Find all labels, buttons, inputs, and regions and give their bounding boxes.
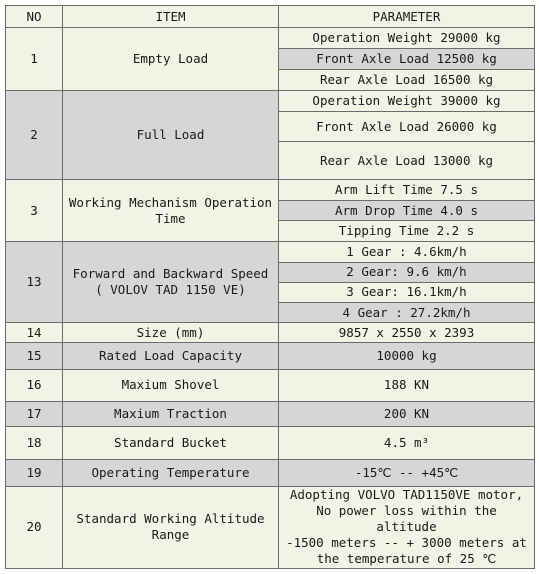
row-item-line: Working Mechanism Operation bbox=[68, 194, 273, 210]
row-item: Empty Load bbox=[63, 28, 279, 91]
row-item: Standard Bucket bbox=[63, 427, 279, 459]
row-no: 17 bbox=[6, 402, 63, 427]
row-no: 15 bbox=[6, 343, 63, 369]
row-no: 20 bbox=[6, 486, 63, 568]
header-row bbox=[6, 6, 535, 28]
row-param: 9857 x 2550 x 2393 bbox=[279, 323, 535, 343]
row-item: Operating Temperature bbox=[63, 459, 279, 486]
header-no: NO bbox=[6, 6, 63, 28]
row-item: Size (mm) bbox=[63, 323, 279, 343]
row-item-line: ( VOLOV TAD 1150 VE) bbox=[95, 282, 246, 298]
row-param: 200 KN bbox=[279, 402, 535, 427]
table-row bbox=[6, 90, 535, 111]
row-param: Arm Lift Time 7.5 s bbox=[279, 179, 535, 200]
row-param: 3 Gear: 16.1km/h bbox=[279, 282, 535, 302]
table-row bbox=[6, 323, 535, 343]
row-item bbox=[63, 486, 279, 568]
row-item: Maxium Shovel bbox=[63, 369, 279, 401]
row-param: Arm Drop Time 4.0 s bbox=[279, 201, 535, 221]
row-item-line: Standard Working Altitude bbox=[76, 511, 265, 527]
row-item-line: Range bbox=[151, 527, 190, 543]
row-param: Operation Weight 29000 kg bbox=[279, 28, 535, 49]
row-item bbox=[63, 179, 279, 242]
row-no: 3 bbox=[6, 179, 63, 242]
row-no: 14 bbox=[6, 323, 63, 343]
row-param-line: No power loss within the altitude bbox=[316, 503, 497, 535]
header-item: ITEM bbox=[63, 6, 279, 28]
table-row bbox=[6, 459, 535, 486]
row-no: 16 bbox=[6, 369, 63, 401]
row-param: 188 KN bbox=[279, 369, 535, 401]
row-item: Full Load bbox=[63, 90, 279, 179]
row-param-line: -1500 meters -- + 3000 meters at bbox=[286, 535, 527, 551]
row-param-line: Adopting VOLVO TAD1150VE motor, bbox=[289, 487, 524, 503]
row-param: Front Axle Load 26000 kg bbox=[279, 112, 535, 142]
row-item bbox=[63, 242, 279, 323]
row-no: 19 bbox=[6, 459, 63, 486]
table-row bbox=[6, 486, 535, 568]
row-param: -15℃ -- +45℃ bbox=[279, 459, 535, 486]
table-row bbox=[6, 402, 535, 427]
row-item-line: Forward and Backward Speed bbox=[72, 266, 269, 282]
table-row bbox=[6, 427, 535, 459]
table-row bbox=[6, 28, 535, 49]
row-no: 1 bbox=[6, 28, 63, 91]
header-parameter: PARAMETER bbox=[279, 6, 535, 28]
row-param: Front Axle Load 12500 kg bbox=[279, 49, 535, 69]
row-param: 4 Gear : 27.2km/h bbox=[279, 303, 535, 323]
row-no: 13 bbox=[6, 242, 63, 323]
row-item: Maxium Traction bbox=[63, 402, 279, 427]
row-item-line: Time bbox=[155, 210, 186, 226]
row-param: Rear Axle Load 16500 kg bbox=[279, 69, 535, 90]
row-no: 2 bbox=[6, 90, 63, 179]
row-param-line: the temperature of 25 ℃ bbox=[316, 551, 497, 567]
row-param: 2 Gear: 9.6 km/h bbox=[279, 262, 535, 282]
spec-table bbox=[5, 5, 535, 569]
row-param: 1 Gear : 4.6km/h bbox=[279, 242, 535, 262]
row-param: 4.5 m³ bbox=[279, 427, 535, 459]
row-param: Operation Weight 39000 kg bbox=[279, 90, 535, 111]
row-item: Rated Load Capacity bbox=[63, 343, 279, 369]
row-param: 10000 kg bbox=[279, 343, 535, 369]
row-param: Rear Axle Load 13000 kg bbox=[279, 142, 535, 179]
table-row bbox=[6, 242, 535, 262]
table-row bbox=[6, 179, 535, 200]
row-param bbox=[279, 486, 535, 568]
row-param: Tipping Time 2.2 s bbox=[279, 221, 535, 242]
row-no: 18 bbox=[6, 427, 63, 459]
table-row bbox=[6, 343, 535, 369]
table-row bbox=[6, 369, 535, 401]
